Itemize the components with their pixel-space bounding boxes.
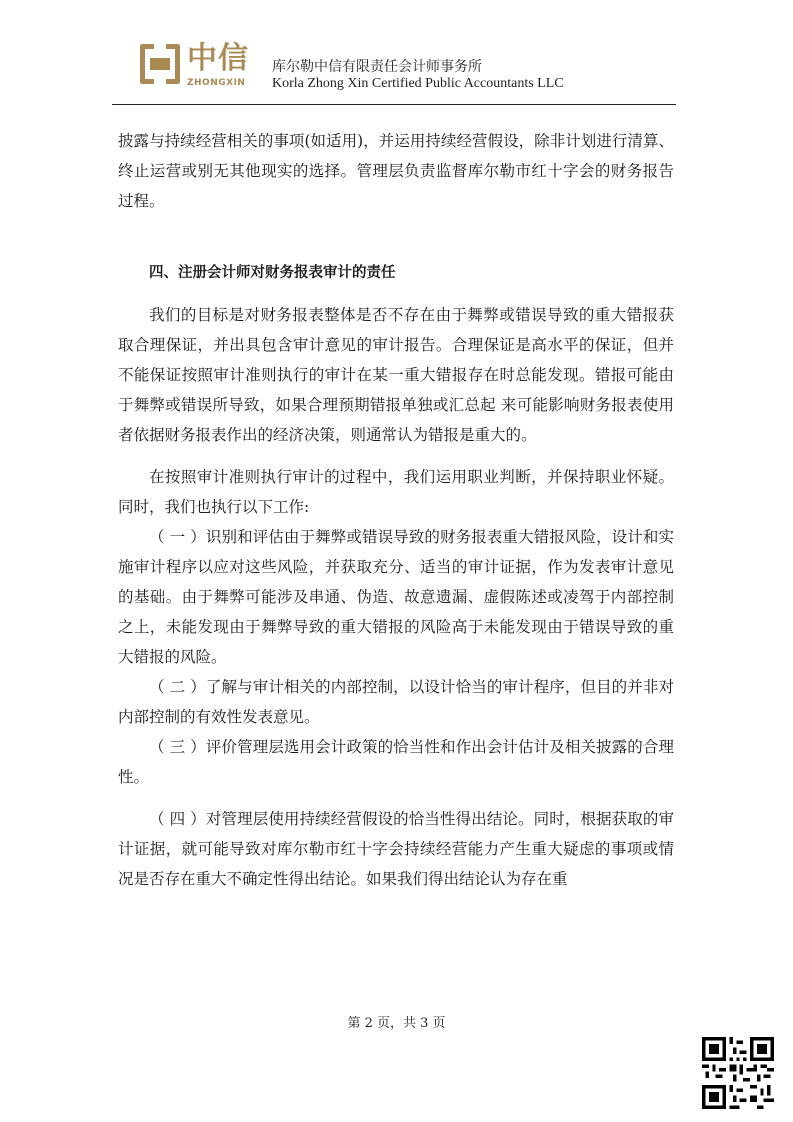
header-divider [112,104,676,105]
paragraph-objective: 我们的目标是对财务报表整体是否不存在由于舞弊或错误导致的重大错报获取合理保证，并出具包含审计意见的审计报告。合理保证是高水平的保证，但并不能保证按照审计准则执行的审计在某一重大错报存在时总能发现。错报可能由于舞弊或错误所导致，如果合理预期错报单独或汇总起 来可能影响财务报表使用者依据财务报表作出的经济决策，则通常认为错报是重大的。 [118,306,674,444]
list-item-2: （ 二 ）了解与审计相关的内部控制，以设计恰当的审计程序，但目的并非对内部控制的有效性发表意见。 [118,678,674,726]
section-heading: 四、注册会计师对财务报表审计的责任 [149,265,396,281]
paragraph-process: 在按照审计准则执行审计的过程中，我们运用职业判断，并保持职业怀疑。同时，我们也执行以下工作: [118,468,674,516]
document-body [118,126,674,894]
paragraph-continued: 披露与持续经营相关的事项(如适用)，并运用持续经营假设，除非计划进行清算、终止运营或别无其他现实的选择。管理层负责监督库尔勒市红十字会的财务报告过程。 [118,132,674,210]
firm-name-cn: 库尔勒中信有限责任会计师事务所 [272,59,482,75]
list-item-3: （ 三 ）评价管理层选用会计政策的恰当性和作出会计估计及相关披露的合理性。 [118,738,674,786]
logo-text-en: ZHONGXIN [187,78,246,88]
list-item-4: （ 四 ）对管理层使用持续经营假设的恰当性得出结论。同时，根据获取的审计证据，就可能导致对库尔勒市红十字会持续经营能力产生重大疑虑的事项或情况是否存在重大不确定性得出结论。如果我们得出结论认为存在重 [118,810,674,888]
firm-name-en: Korla Zhong Xin Certified Public Accountants LLC [272,76,564,91]
letterhead [0,0,793,110]
logo-text-cn: 中信 [187,41,249,76]
qr-code-icon [702,1037,774,1109]
list-item-1: （ 一 ）识别和评估由于舞弊或错误导致的财务报表重大错报风险，设计和实施审计程序以应对这些风险，并获取充分、适当的审计证据，作为发表审计意见的基础。由于舞弊可能涉及串通、伪造、故意遗漏、虚假陈述或凌驾于内部控制之上，未能发现由于舞弊导致的重大错报的风险高于未能发现由于错误导致的重大错报的风险。 [118,528,674,666]
zhongxin-logo-icon [140,44,180,84]
page-number: 第 2 页，共 3 页 [347,1016,446,1031]
